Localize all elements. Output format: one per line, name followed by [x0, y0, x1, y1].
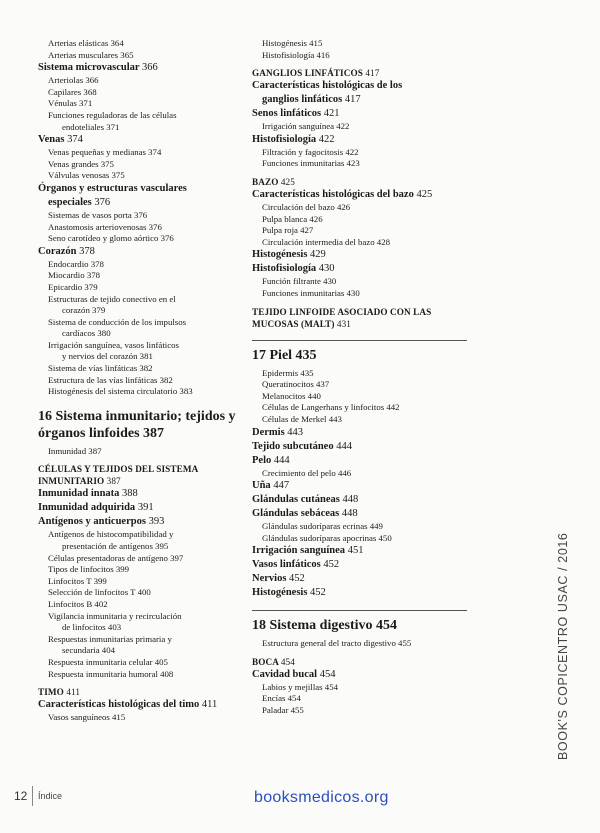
toc-subtopic: Inmunidad 387	[48, 445, 102, 456]
section-heading	[252, 176, 467, 188]
page-ref: 378	[79, 245, 95, 257]
page-ref: 448	[341, 508, 358, 520]
toc-subtopic-continuation: endoteliales 371	[62, 121, 120, 132]
toc-topic	[38, 487, 248, 501]
toc-subtopic: Arterias musculares 365	[48, 49, 134, 60]
toc-subtopic: Sistemas de vasos porta 376	[48, 209, 148, 220]
page-ref: 376	[94, 196, 111, 208]
toc-topic	[252, 668, 467, 682]
toc-topic	[252, 133, 467, 147]
toc-subtopic: Glándulas sudoríparas apocrinas 450	[262, 532, 392, 543]
toc-subtopic: Tipos de linfocitos 399	[48, 564, 130, 575]
toc-topic-text: Glándulas cutáneas	[252, 494, 340, 506]
toc-subtopic-text: Sistema de conducción de los impulsos	[48, 316, 187, 327]
page-ref: 391	[137, 502, 154, 514]
toc-topic-continuation-text: especiales	[48, 196, 92, 208]
toc-topic-text: Venas	[38, 134, 65, 146]
section-heading-text: BAZO	[252, 176, 279, 187]
toc-subtopic-text: Irrigación sanguínea, vasos linfáticos	[48, 339, 179, 350]
toc-subtopic	[38, 317, 248, 340]
toc-topic	[252, 248, 467, 262]
toc-topic-text: Glándulas sebáceas	[252, 508, 340, 520]
toc-subtopic: Labios y mejillas 454	[262, 681, 338, 692]
page-ref: 411	[201, 699, 218, 711]
toc-subtopic-continuation: secundaria 404	[62, 645, 116, 656]
toc-subtopic-continuation: cardíacos 380	[62, 328, 111, 339]
section-heading-text: TIMO	[38, 687, 64, 698]
toc-subtopic: Arterias elásticas 364	[48, 38, 124, 48]
section-heading	[38, 686, 248, 698]
toc-topic-text: Pelo	[252, 454, 272, 466]
toc-subtopic: Histogénesis 415	[262, 38, 323, 48]
toc-topic-text: Sistema microvascular	[38, 62, 140, 74]
toc-topic	[38, 133, 248, 147]
toc-subtopic: Linfocitos B 402	[48, 599, 108, 609]
section-label: Índice	[38, 791, 63, 801]
page-ref: 374	[67, 134, 83, 146]
toc-topic	[252, 188, 467, 202]
toc-subtopic-continuation: corazón 379	[62, 305, 106, 316]
toc-subtopic: Glándulas sudoríparas ecrinas 449	[262, 521, 383, 532]
toc-topic-text: Uña	[252, 480, 271, 492]
toc-subtopic: Encías 454	[262, 693, 301, 704]
page-ref: 425	[416, 188, 433, 200]
page-ref: 366	[142, 62, 158, 74]
toc-subtopic: Respuesta inmunitaria celular 405	[48, 656, 168, 667]
page-ref: 443	[287, 426, 304, 438]
footer-divider	[32, 786, 33, 806]
toc-subtopic: Estructura general del tracto digestivo 455	[262, 638, 412, 649]
toc-topic	[252, 479, 467, 493]
toc-topic-text: Dermis	[252, 426, 285, 438]
section-heading-text: BOCA	[252, 656, 279, 667]
page-ref: 448	[342, 494, 359, 506]
toc-topic	[252, 262, 467, 276]
page-ref: 444	[336, 440, 352, 452]
toc-subtopic: Paladar 455	[262, 705, 304, 716]
toc-topic-text: Inmunidad adquirida	[38, 502, 136, 514]
toc-subtopic: Venas pequeñas y medianas 374	[48, 147, 162, 158]
page-ref: 447	[273, 480, 290, 492]
toc-subtopic: Crecimiento del pelo 446	[262, 467, 352, 478]
toc-topic-continuation	[252, 93, 467, 107]
toc-topic-text: Irrigación sanguínea	[252, 545, 346, 557]
section-heading	[252, 656, 467, 668]
page-ref: 421	[323, 108, 340, 120]
toc-subtopic: Queratinocitos 437	[262, 379, 330, 390]
toc-subtopic: Arteriolas 366	[48, 75, 99, 86]
chapter-heading: 16 Sistema inmunitario; tejidos y órganos linfoides 387	[38, 408, 236, 441]
toc-subtopic: Endocardio 378	[48, 258, 104, 269]
toc-subtopic	[38, 634, 248, 657]
page-ref: 431	[336, 318, 351, 329]
toc-topic-text: Cavidad bucal	[252, 668, 318, 680]
toc-subtopic: Epidermis 435	[262, 367, 314, 378]
toc-subtopic: Vasos sanguíneos 415	[48, 712, 126, 723]
toc-subtopic-text: Vigilancia inmunitaria y recirculación	[48, 610, 182, 621]
toc-topic-continuation	[38, 196, 248, 210]
toc-topic-text: Características histológicas del bazo	[252, 188, 414, 200]
toc-subtopic: Sistema de vías linfáticas 382	[48, 363, 153, 374]
toc-subtopic: Válvulas venosas 375	[48, 170, 125, 181]
toc-subtopic: Funciones inmunitarias 423	[262, 158, 360, 169]
toc-subtopic: Seno carotídeo y glomo aórtico 376	[48, 233, 174, 244]
toc-subtopic: Capilares 368	[48, 86, 97, 97]
toc-topic	[252, 79, 467, 107]
toc-subtopic	[38, 294, 248, 317]
chapter-heading: 18 Sistema digestivo 454	[252, 610, 467, 634]
page-ref: 444	[273, 454, 290, 466]
page-ref: 417	[344, 94, 361, 106]
toc-topic	[38, 501, 248, 515]
toc-topic-text: Vasos linfáticos	[252, 559, 321, 571]
toc-topic-text: Inmunidad innata	[38, 488, 120, 500]
toc-subtopic: Histofisiología 416	[262, 49, 330, 60]
toc-topic-text: Histogénesis	[252, 249, 308, 261]
section-heading	[252, 67, 467, 79]
toc-topic-text: Antígenos y anticuerpos	[38, 516, 146, 528]
toc-topic	[38, 515, 248, 529]
page-ref: 452	[323, 559, 340, 571]
vertical-stamp-text: BOOK'S COPICENTRO USAC / 2016	[556, 532, 570, 760]
toc-subtopic: Respuesta inmunitaria humoral 408	[48, 668, 174, 679]
toc-subtopic: Filtración y fagocitosis 422	[262, 146, 359, 157]
toc-subtopic-text: Respuestas inmunitarias primaria y	[48, 633, 172, 644]
toc-topic	[252, 544, 467, 558]
page-ref: 452	[289, 573, 305, 585]
page-ref: 387	[106, 476, 121, 487]
toc-topic-text: Histofisiología	[252, 263, 317, 275]
toc-subtopic: Histogénesis del sistema circulatorio 383	[48, 386, 193, 397]
toc-subtopic-continuation: y nervios del corazón 381	[62, 351, 153, 362]
page-ref: 429	[310, 249, 326, 261]
toc-topic	[252, 426, 467, 440]
section-heading-text: CÉLULAS Y TEJIDOS DEL SISTEMA INMUNITARIO	[38, 464, 198, 487]
toc-topic	[252, 440, 467, 454]
toc-subtopic: Circulación intermedia del bazo 428	[262, 236, 390, 247]
toc-subtopic: Anastomosis arteriovenosas 376	[48, 221, 162, 232]
toc-topic	[38, 245, 248, 259]
toc-subtopic-continuation: de linfocitos 403	[62, 622, 122, 633]
toc-subtopic: Melanocitos 440	[262, 390, 321, 401]
page-ref: 388	[122, 488, 138, 500]
chapter-heading: 17 Piel 435	[252, 340, 467, 364]
page-ref: 454	[319, 668, 336, 680]
watermark-site-link[interactable]: booksmedicos.org	[254, 789, 389, 806]
toc-subtopic: Células presentadoras de antígeno 397	[48, 552, 184, 563]
toc-topic-text: Histogénesis	[252, 587, 308, 599]
toc-subtopic: Función filtrante 430	[262, 276, 337, 287]
toc-topic-text: Histofisiología	[252, 133, 317, 145]
toc-topic	[252, 507, 467, 521]
toc-subtopic: Epicardio 379	[48, 281, 98, 292]
page-ref: 452	[310, 587, 326, 599]
toc-topic	[38, 182, 248, 210]
toc-topic-text: Características histológicas del timo	[38, 699, 200, 711]
section-heading-text: TEJIDO LINFOIDE ASOCIADO CON LAS MUCOSAS (MALT)	[252, 306, 432, 329]
toc-subtopic: Funciones inmunitarias 430	[262, 287, 360, 298]
toc-topic	[252, 454, 467, 468]
toc-subtopic: Estructura de las vías linfáticas 382	[48, 374, 173, 385]
toc-subtopic: Linfocitos T 399	[48, 575, 107, 586]
page-ref: 430	[318, 263, 335, 275]
toc-topic	[38, 61, 248, 75]
toc-topic	[38, 698, 248, 712]
toc-subtopic-text: Estructuras de tejido conectivo en el	[48, 293, 176, 304]
toc-subtopic	[38, 529, 248, 552]
toc-subtopic: Selección de linfocitos T 400	[48, 587, 151, 598]
toc-topic	[252, 493, 467, 507]
toc-subtopic: Células de Merkel 443	[262, 413, 342, 424]
toc-subtopic: Vénulas 371	[48, 98, 93, 109]
toc-subtopic	[38, 340, 248, 363]
page-ref: 451	[347, 545, 364, 557]
toc-subtopic: Pulpa blanca 426	[262, 213, 323, 224]
toc-subtopic-text: Funciones reguladoras de las células	[48, 109, 177, 120]
page-number: 12	[14, 789, 28, 803]
toc-subtopic: Células de Langerhans y linfocitos 442	[262, 402, 400, 413]
toc-left-column	[38, 38, 248, 724]
toc-topic-text: Tejido subcutáneo	[252, 440, 334, 452]
page-ref: 417	[365, 68, 380, 79]
toc-subtopic: Pulpa roja 427	[262, 225, 314, 236]
page-ref: 393	[148, 516, 165, 528]
section-heading-text: GANGLIOS LINFÁTICOS	[252, 68, 363, 79]
toc-subtopic-text: Antígenos de histocompatibilidad y	[48, 529, 174, 540]
section-heading	[38, 463, 248, 487]
page-ref: 411	[66, 687, 81, 698]
toc-subtopic: Circulación del bazo 426	[262, 201, 351, 212]
toc-topic-text: Nervios	[252, 573, 287, 585]
toc-topic	[252, 558, 467, 572]
page-ref: 425	[280, 176, 295, 187]
toc-right-column	[252, 38, 467, 717]
toc-subtopic	[38, 110, 248, 133]
section-heading	[252, 306, 467, 330]
page-ref: 454	[280, 656, 295, 667]
toc-subtopic: Irrigación sanguínea 422	[262, 121, 350, 132]
toc-subtopic: Miocardio 378	[48, 270, 101, 281]
toc-topic-text: Corazón	[38, 245, 77, 257]
toc-subtopic-continuation: presentación de antígenos 395	[62, 541, 169, 552]
toc-subtopic	[38, 611, 248, 634]
toc-topic-continuation-text: ganglios linfáticos	[262, 94, 343, 106]
toc-subtopic: Venas grandes 375	[48, 158, 114, 169]
toc-topic	[252, 586, 467, 600]
toc-topic-text: Senos linfáticos	[252, 108, 322, 120]
toc-topic	[252, 107, 467, 121]
toc-topic-text: Órganos y estructuras vasculares	[38, 182, 187, 194]
toc-topic	[252, 572, 467, 586]
page-ref: 422	[318, 133, 335, 145]
toc-topic-text: Características histológicas de los	[252, 80, 403, 92]
